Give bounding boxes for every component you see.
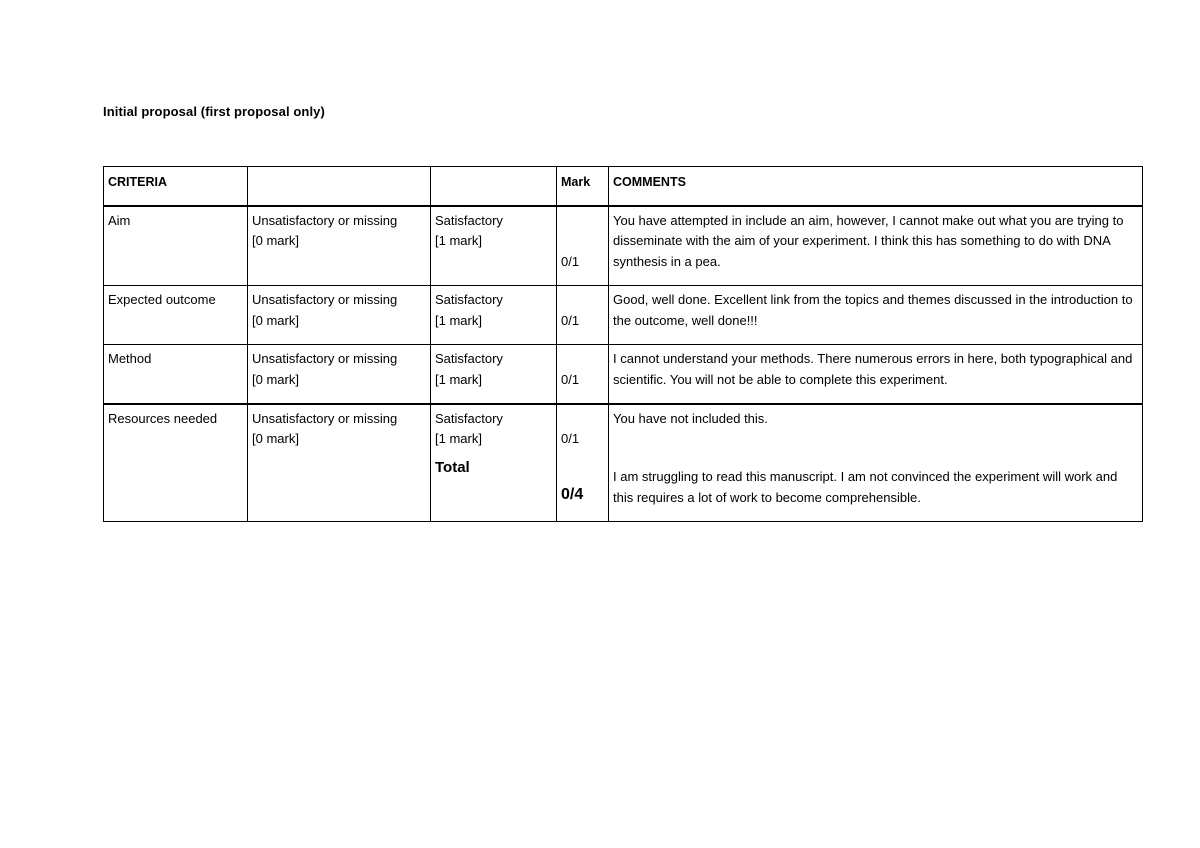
overall-comment: I am struggling to read this manuscript. I am not convinced the experiment will work and this requires a lot of work to become comprehensible.	[613, 469, 1118, 505]
satisfactory-label: Satisfactory	[435, 351, 503, 366]
comment-text: You have not included this.	[613, 410, 768, 426]
criterion-cell: Aim	[104, 206, 248, 286]
header-unsatisfactory	[248, 167, 431, 206]
satisfactory-cell	[431, 404, 557, 522]
unsatisfactory-cell	[248, 286, 431, 345]
comment-cell: You have attempted in include an aim, however, I cannot make out what you are trying to disseminate with the aim of your experiment. I think this has something to do with DNA synthesis in a pea.	[609, 206, 1143, 286]
unsatisfactory-mark: [0 mark]	[252, 233, 299, 248]
comment-cell: I cannot understand your methods. There numerous errors in here, both typographical and scientific. You will not be able to complete this experiment.	[609, 345, 1143, 404]
header-comments: COMMENTS	[609, 167, 1143, 206]
unsatisfactory-cell	[248, 404, 431, 522]
header-mark: Mark	[557, 167, 609, 206]
mark-cell	[557, 404, 609, 522]
marking-rubric-table	[103, 166, 1143, 522]
table-row	[104, 404, 1143, 522]
header-criteria: CRITERIA	[104, 167, 248, 206]
comment-cell	[609, 404, 1143, 522]
mark-value: 0/1	[561, 253, 580, 269]
unsatisfactory-label: Unsatisfactory or missing	[252, 212, 398, 228]
table-row	[104, 345, 1143, 404]
satisfactory-mark: [1 mark]	[435, 312, 482, 328]
satisfactory-mark: [1 mark]	[435, 371, 482, 387]
satisfactory-cell	[431, 286, 557, 345]
unsatisfactory-mark: [0 mark]	[252, 371, 299, 387]
page-title: Initial proposal (first proposal only)	[103, 104, 325, 119]
mark-cell	[557, 345, 609, 404]
mark-cell	[557, 286, 609, 345]
criterion-cell: Resources needed	[104, 404, 248, 522]
satisfactory-mark: [1 mark]	[435, 431, 482, 446]
satisfactory-mark: [1 mark]	[435, 233, 482, 248]
mark-cell	[557, 206, 609, 286]
satisfactory-label: Satisfactory	[435, 212, 503, 228]
satisfactory-cell	[431, 206, 557, 286]
total-label: Total	[435, 458, 470, 476]
mark-value: 0/1	[561, 430, 580, 446]
header-satisfactory	[431, 167, 557, 206]
unsatisfactory-mark: [0 mark]	[252, 312, 299, 328]
table-row	[104, 286, 1143, 345]
satisfactory-label: Satisfactory	[435, 410, 503, 426]
satisfactory-label: Satisfactory	[435, 292, 503, 307]
unsatisfactory-mark: [0 mark]	[252, 431, 299, 446]
total-value: 0/4	[561, 485, 584, 503]
criterion-cell: Expected outcome	[104, 286, 248, 345]
unsatisfactory-label: Unsatisfactory or missing	[252, 292, 398, 307]
criterion-cell: Method	[104, 345, 248, 404]
comment-cell: Good, well done. Excellent link from the topics and themes discussed in the introduction to the outcome, well done!!!	[609, 286, 1143, 345]
table-row	[104, 206, 1143, 286]
satisfactory-cell	[431, 345, 557, 404]
table-header-row	[104, 167, 1143, 206]
mark-value: 0/1	[561, 313, 580, 328]
unsatisfactory-label: Unsatisfactory or missing	[252, 351, 398, 366]
unsatisfactory-label: Unsatisfactory or missing	[252, 410, 398, 426]
unsatisfactory-cell	[248, 206, 431, 286]
unsatisfactory-cell	[248, 345, 431, 404]
mark-value: 0/1	[561, 372, 580, 387]
